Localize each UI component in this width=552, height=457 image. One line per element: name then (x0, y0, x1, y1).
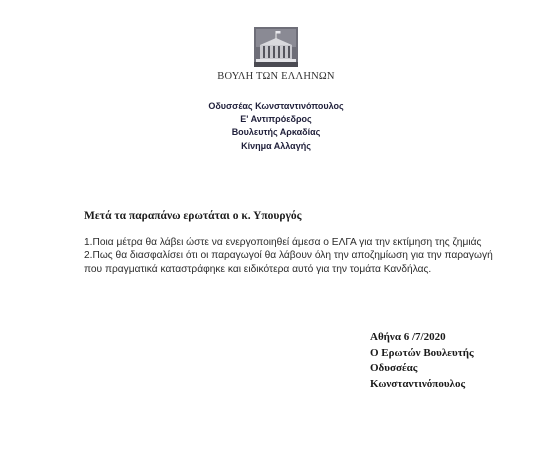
mp-role: Ε' Αντιπρόεδρος (240, 114, 312, 125)
signature-date: Αθήνα 6 /7/2020 (370, 331, 446, 343)
mp-party: Κίνημα Αλλαγής (241, 140, 311, 151)
parliament-building-icon (254, 27, 298, 67)
question-item-2: 2.Πως θα διασφαλίσει ότι οι παραγωγοί θα λάβουν όλη την αποζημίωση για την παραγωγή που πραγματικά καταστράφηκε και ειδικότερα αυτό για την τομάτα Κανδήλας. (84, 250, 493, 275)
mp-constituency: Βουλευτής Αρκαδίας (231, 127, 321, 138)
signature-last-name: Κωνσταντινόπουλος (370, 377, 466, 390)
question-heading: Μετά τα παραπάνω ερωτάται ο κ. Υπουργός (84, 210, 302, 222)
signature-first-name: Οδυσσέας (370, 362, 418, 375)
signature-title: Ο Ερωτών Βουλευτής (370, 346, 474, 359)
mp-info-block (0, 100, 552, 153)
question-item-1: 1.Ποια μέτρα θα λάβει ώστε να ενεργοποιηθεί άμεσα ο ΕΛΓΑ για την εκτίμηση της ζημιάς (84, 237, 482, 248)
mp-name: Οδυσσέας Κωνσταντινόπουλος (208, 101, 344, 111)
signature-block (370, 330, 474, 392)
questions-list (84, 236, 504, 276)
parliament-name: ΒΟΥΛΗ ΤΩΝ ΕΛΛΗΝΩΝ (217, 71, 335, 82)
